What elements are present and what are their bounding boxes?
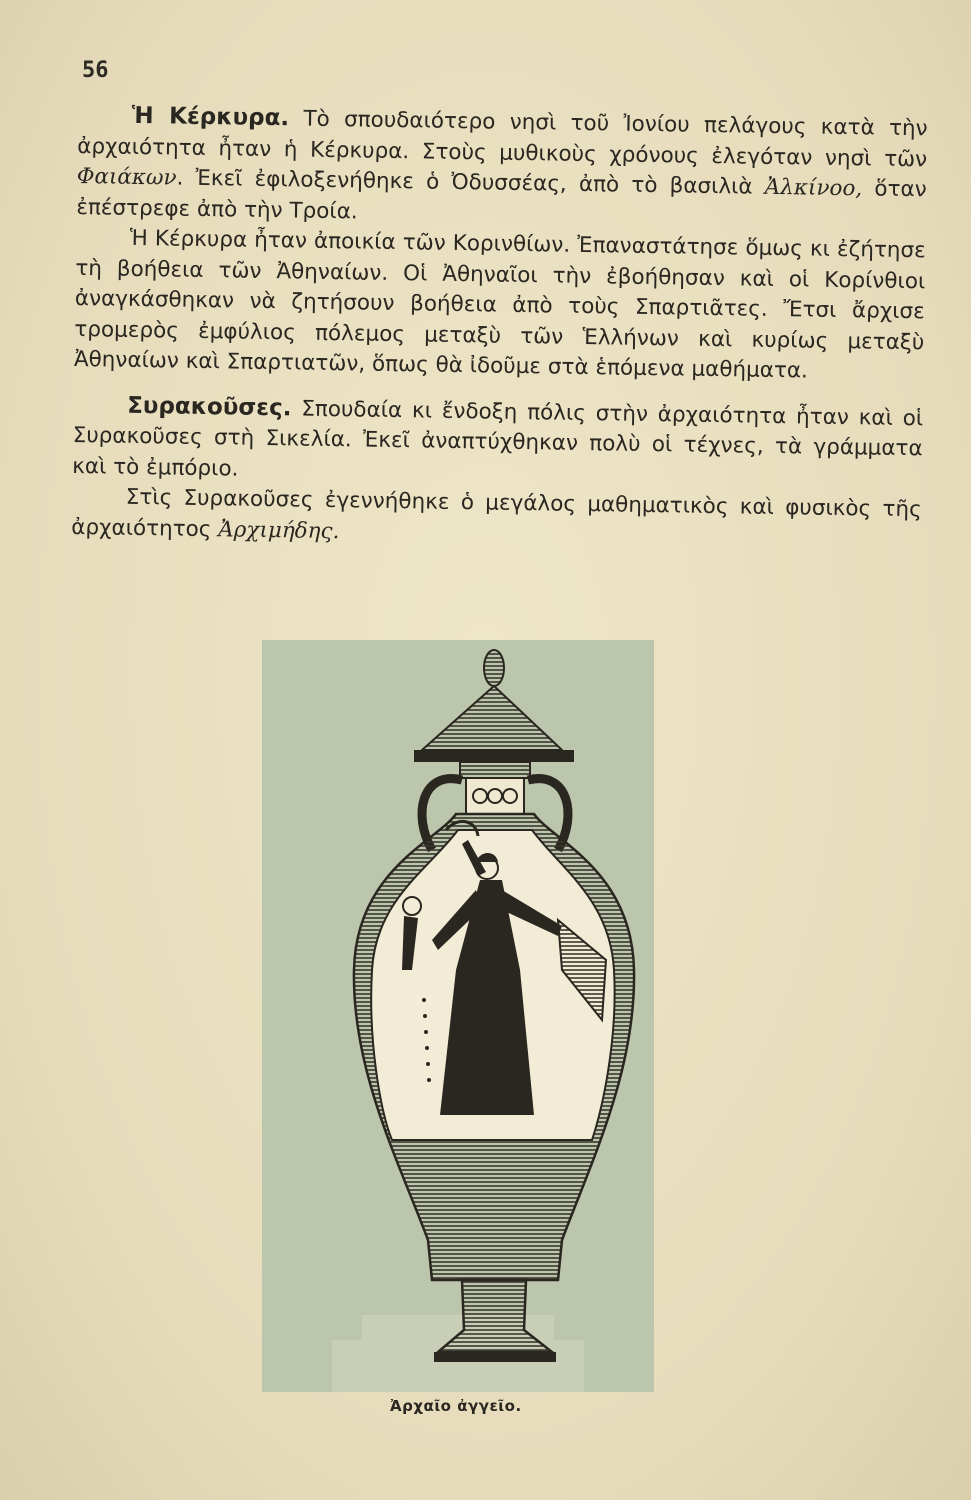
text-run: ὅταν ἐπέστρεφε ἀπὸ τὴν Τροία. (76, 176, 927, 224)
paragraph-corinth-colony: Ἡ Κέρκυρα ἦταν ἀποικία τῶν Κορινθίων. Ἐπαναστάτησε ὅμως κι ἐζήτησε τὴ βοήθεια τῶν Ἀθηναίων. Οἱ Ἀθηναῖοι τὴν ἐβοήθησαν καὶ οἱ Κορίνθιοι ἀναγκάσθηκαν νὰ ζητήσουν βοήθεια ἀπὸ τοὺς Σπαρτιᾶτες. Ἔτσι ἄρχισε τρομερὸς ἐμφύλιος πόλεμος μεταξὺ τῶν Ἑλλήνων καὶ κυρίως μεταξὺ Ἀθηναίων καὶ Σπαρτιατῶν, ὅπως θὰ ἰδοῦμε στὰ ἑπόμενα μαθήματα. (73, 225, 926, 384)
text-run: Τὸ σπουδαιότερο νησὶ τοῦ Ἰονίου πελάγους κατὰ τὴν ἀρχαιότητα ἦταν ἡ Κέρκυρα. Στοὺς μυθικοὺς χρόνους ἐλεγόταν νησὶ τῶν (77, 106, 928, 172)
paragraph-syracuse (72, 389, 923, 495)
figure-caption: Ἀρχαῖο ἀγγεῖο. (390, 1397, 522, 1415)
text-run: Σπουδαία κι ἔνδοξη πόλις στὴν ἀρχαιότητα ἦταν καὶ οἱ Συρακοῦσες στὴ Σικελία. Ἐκεῖ ἀναπτύχθηκαν πολὺ οἱ τέχνες, τὰ γράμματα καὶ τὸ ἐμπόριο. (72, 395, 924, 482)
body-text (71, 100, 928, 556)
text-run: . Ἐκεῖ ἐφιλοξενήθηκε ὁ Ὀδυσσέας, ἀπὸ τὸ βασιλιὰ (176, 165, 765, 200)
neck-ornament (466, 778, 524, 814)
lid-roof (422, 686, 562, 750)
page-number: 56 (82, 58, 109, 83)
lid-finial (484, 650, 504, 686)
section-heading-syracuse: Συρακοῦσες. (127, 392, 292, 421)
lid-rim (414, 750, 574, 762)
amphora-drawing (262, 640, 654, 1392)
italic-archimedes: Ἀρχιμήδης. (218, 516, 340, 544)
italic-alkinoos: Ἀλκίνοο, (764, 174, 863, 202)
paragraph-archimedes (71, 482, 922, 556)
italic-phaeacians: Φαιάκων (76, 163, 177, 191)
section-heading-kerkyra: Ἡ Κέρκυρα. (131, 102, 290, 132)
text-run: Στὶς Συρακοῦσες ἐγεννήθηκε ὁ μεγάλος μαθηματικὸς καὶ φυσικὸς τῆς ἀρχαιότητος (71, 484, 922, 542)
paragraph-kerkyra (76, 100, 928, 236)
amphora-illustration (262, 640, 654, 1392)
neck-band (460, 762, 530, 778)
small-figure-head (403, 897, 421, 915)
